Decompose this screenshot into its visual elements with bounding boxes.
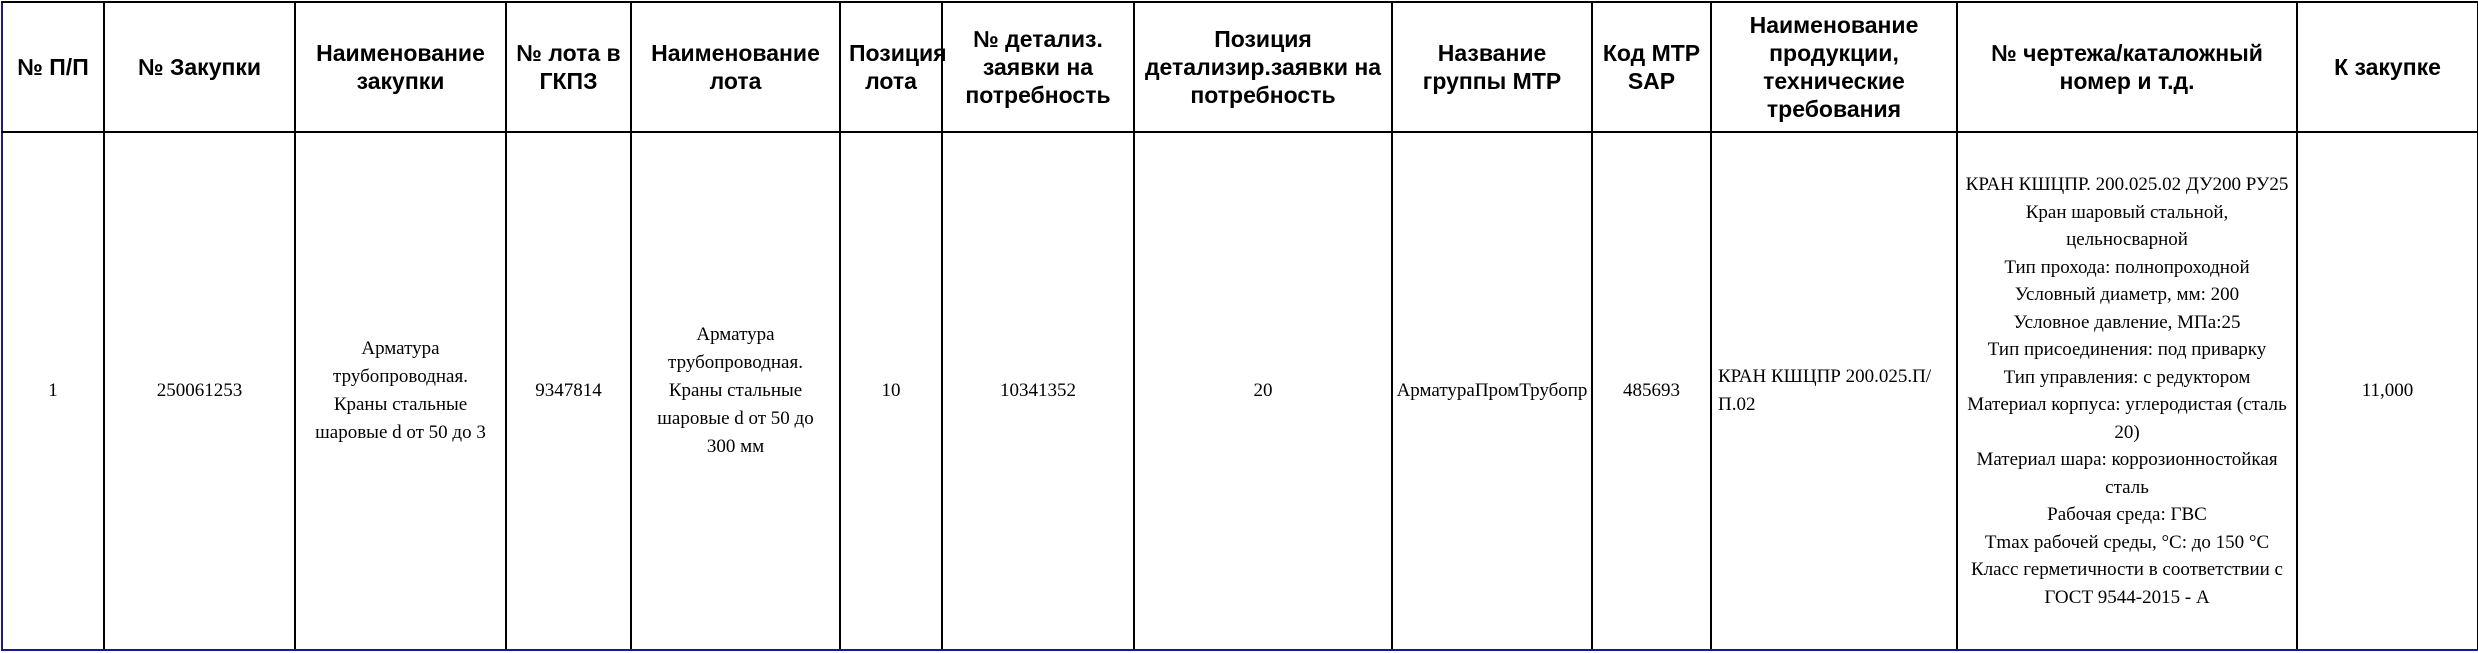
cell-group-name: АрматураПромТрубопр xyxy=(1392,132,1592,650)
cell-quantity: 11,000 xyxy=(2297,132,2478,650)
header-lot-number: № лота в ГКПЗ xyxy=(506,2,631,132)
header-request-number: № детализ. заявки на потребность xyxy=(942,2,1134,132)
header-product-name: Наименование продукции, технические требования xyxy=(1711,2,1957,132)
cell-product-name: КРАН КШЦПР 200.025.П/П.02 xyxy=(1711,132,1957,650)
drawing-line: Рабочая среда: ГВС xyxy=(2047,504,2207,525)
procurement-table xyxy=(1,1,2478,651)
drawing-line: Материал корпуса: углеродистая (сталь 20) xyxy=(1967,394,2287,443)
cell-pp-number: 1 xyxy=(2,132,104,650)
cell-lot-name: Арматура трубопроводная. Краны стальные шаровые d от 50 до 300 мм xyxy=(631,132,840,650)
header-purchase-number: № Закупки xyxy=(104,2,295,132)
cell-purchase-name: Арматура трубопроводная. Краны стальные шаровые d от 50 до 3 xyxy=(295,132,506,650)
drawing-line: Класс герметичности в соответствии с ГОСТ 9544-2015 - А xyxy=(1971,559,2283,608)
cell-lot-number: 9347814 xyxy=(506,132,631,650)
header-drawing-number: № чертежа/каталожный номер и т.д. xyxy=(1957,2,2297,132)
header-quantity: К закупке xyxy=(2297,2,2478,132)
header-group-name: Название группы МТР xyxy=(1392,2,1592,132)
drawing-line: Условный диаметр, мм: 200 xyxy=(2014,284,2240,305)
cell-sap-code: 485693 xyxy=(1592,132,1711,650)
header-lot-name: Наименование лота xyxy=(631,2,840,132)
header-lot-position: Позиция лота xyxy=(840,2,942,132)
drawing-line: КРАН КШЦПР. 200.025.02 ДУ200 РУ25 xyxy=(1965,174,2289,195)
drawing-line: Материал шара: коррозионностойкая сталь xyxy=(1976,449,2278,498)
drawing-line: Кран шаровый стальной, цельносварной xyxy=(2025,201,2229,250)
cell-request-number: 10341352 xyxy=(942,132,1134,650)
drawing-line: Тип управления: с редуктором xyxy=(2003,366,2251,388)
drawing-line: Тип присоединения: под приварку xyxy=(1987,339,2267,360)
drawing-line: Условное давление, МПа:25 xyxy=(2013,311,2241,333)
table-row xyxy=(2,132,2478,650)
drawing-line: Tmax рабочей среды, °С: до 150 °С xyxy=(1984,531,2270,553)
cell-lot-position: 10 xyxy=(840,132,942,650)
header-sap-code: Код МТР SAP xyxy=(1592,2,1711,132)
cell-request-position: 20 xyxy=(1134,132,1392,650)
header-row xyxy=(2,2,2478,132)
cell-drawing-description xyxy=(1957,132,2297,650)
header-request-position: Позиция детализир.заявки на потребность xyxy=(1134,2,1392,132)
header-pp-number: № П/П xyxy=(2,2,104,132)
header-purchase-name: Наименование закупки xyxy=(295,2,506,132)
cell-purchase-number: 250061253 xyxy=(104,132,295,650)
drawing-line: Тип прохода: полнопроходной xyxy=(2004,256,2250,278)
